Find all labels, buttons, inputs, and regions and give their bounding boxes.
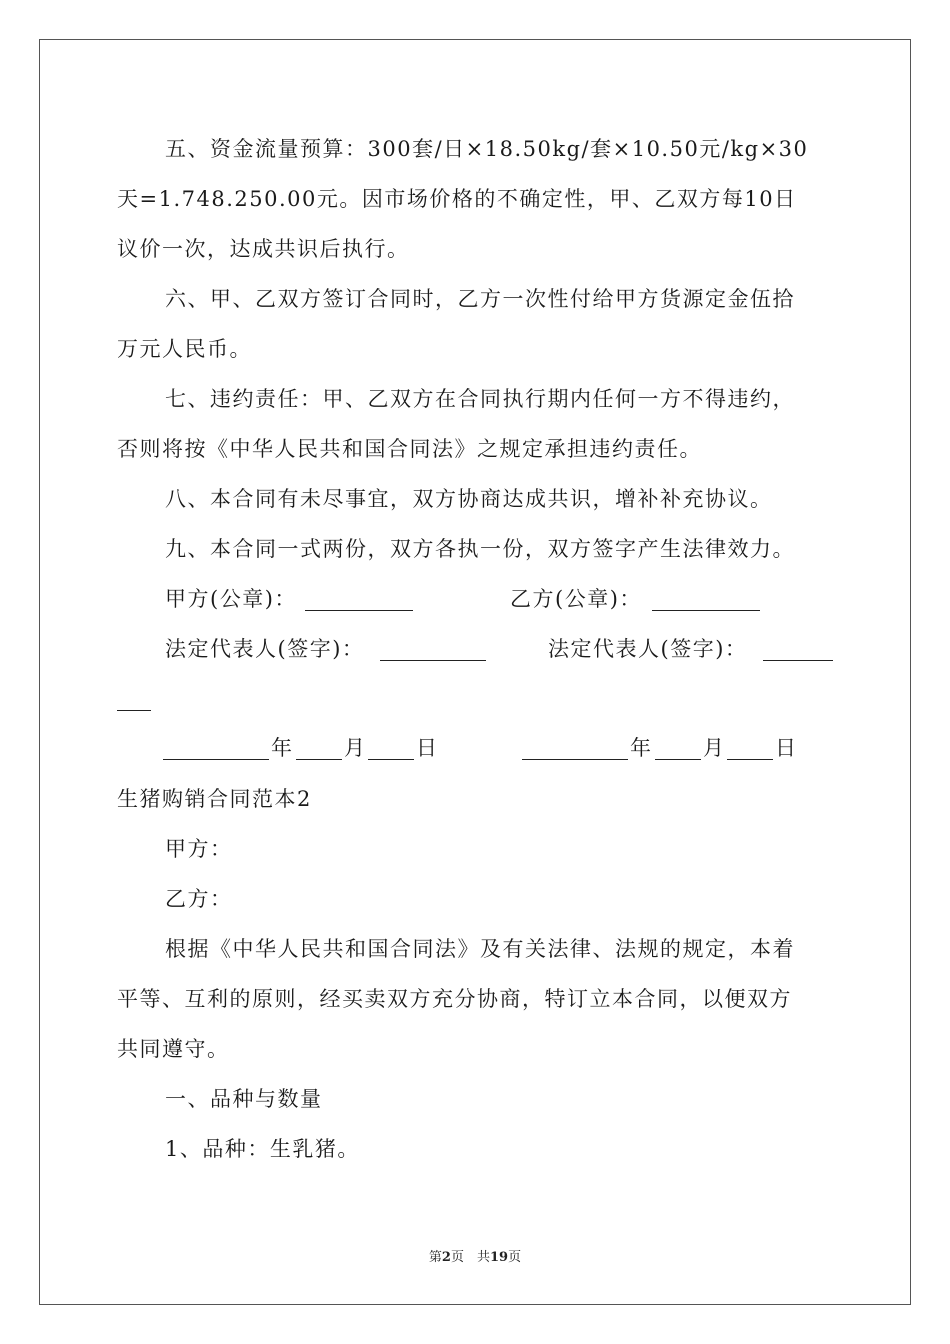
section-2-party-b: 乙方： [165, 887, 233, 911]
section-2-intro-line-1: 根据《中华人民共和国合同法》及有关法律、法规的规定，本着 [165, 937, 795, 961]
page-frame [39, 39, 911, 1305]
date-a-day-label: 日 [416, 736, 439, 760]
rep-b-blank [763, 638, 833, 661]
footer-page-number: 2 [441, 1250, 451, 1265]
clause-5-line-2: 天=1.748.250.00元。因市场价格的不确定性，甲、乙双方每10日 [117, 187, 797, 211]
footer-total-pages: 19 [489, 1250, 509, 1265]
clause-7-line-1: 七、违约责任：甲、乙双方在合同执行期内任何一方不得违约， [165, 387, 795, 411]
date-a-month-label: 月 [344, 736, 367, 760]
date-b-day-blank [727, 737, 773, 760]
party-b-seal-label: 乙方(公章)： [510, 587, 642, 611]
date-b-day-label: 日 [775, 736, 798, 760]
clause-8: 八、本合同有未尽事宜，双方协商达成共识，增补补充协议。 [165, 487, 773, 511]
date-b-month-label: 月 [703, 736, 726, 760]
rep-b-blank-wrap [117, 688, 151, 711]
date-b-month-blank [655, 737, 701, 760]
date-a-year-label: 年 [271, 736, 294, 760]
section-2-clause-1: 一、品种与数量 [165, 1087, 323, 1111]
clause-9: 九、本合同一式两份，双方各执一份，双方签字产生法律效力。 [165, 537, 795, 561]
date-a-year-blank [163, 737, 269, 760]
section-2-intro-line-2: 平等、互利的原则，经买卖双方充分协商，特订立本合同，以便双方 [117, 987, 792, 1011]
date-b-year-blank [522, 737, 628, 760]
footer-page-suffix: 页 [508, 1250, 522, 1265]
section-2-title: 生猪购销合同范本2 [117, 787, 312, 811]
clause-5-line-1: 五、资金流量预算：300套/日×18.50kg/套×10.50元/kg×30 [165, 137, 809, 161]
clause-7-line-2: 否则将按《中华人民共和国合同法》之规定承担违约责任。 [117, 437, 702, 461]
clause-6-line-1: 六、甲、乙双方签订合同时，乙方一次性付给甲方货源定金伍拾 [165, 287, 795, 311]
rep-b-label: 法定代表人(签字)： [548, 637, 748, 661]
date-b-year-label: 年 [630, 736, 653, 760]
section-2-clause-1-1: 1、品种：生乳猪。 [165, 1137, 360, 1161]
party-a-seal-label: 甲方(公章)： [165, 587, 297, 611]
date-a-day-blank [368, 737, 414, 760]
section-2-intro-line-3: 共同遵守。 [117, 1037, 230, 1061]
party-b-seal-blank [652, 588, 760, 611]
footer-page-prefix: 第 [428, 1250, 442, 1265]
footer-page-mid: 页 共 [450, 1250, 490, 1265]
section-2-party-a: 甲方： [165, 837, 233, 861]
party-a-seal-blank [305, 588, 413, 611]
clause-5-line-3: 议价一次，达成共识后执行。 [117, 237, 410, 261]
date-a-month-blank [296, 737, 342, 760]
page-footer [0, 1246, 950, 1265]
clause-6-line-2: 万元人民币。 [117, 337, 252, 361]
rep-a-label: 法定代表人(签字)： [165, 637, 365, 661]
rep-a-blank [380, 638, 486, 661]
